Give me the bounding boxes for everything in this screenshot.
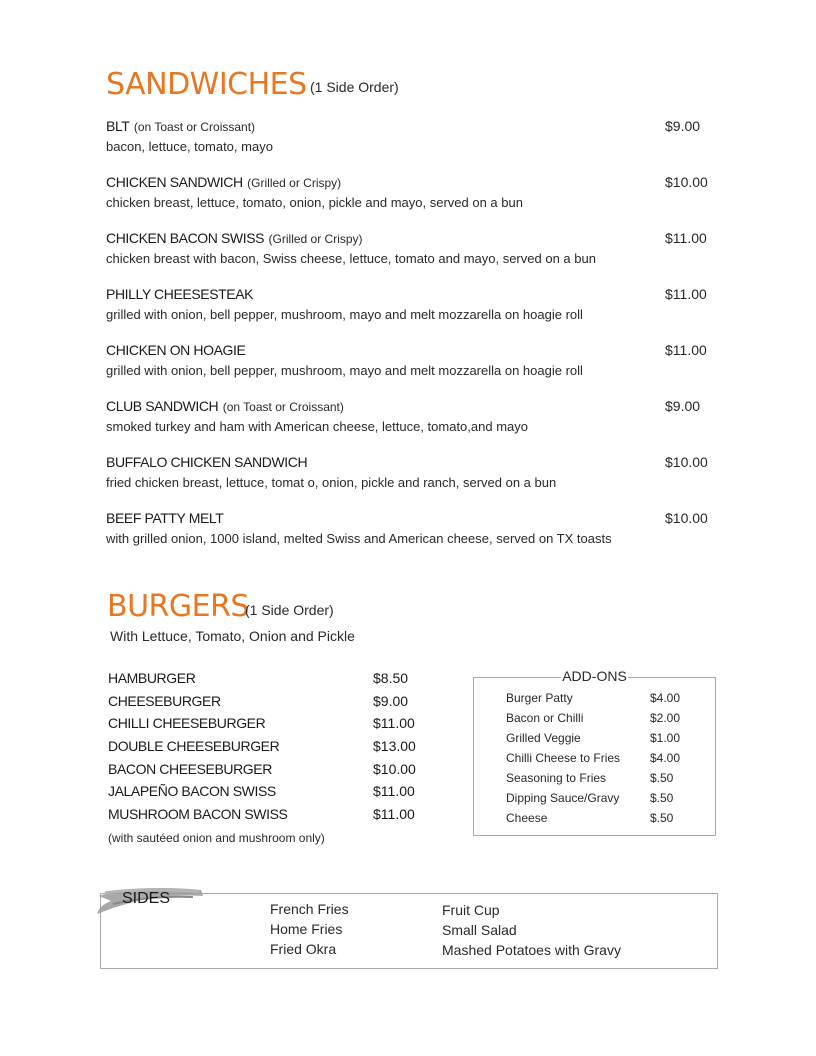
item-price: $9.00 (665, 398, 701, 414)
burger-footnote: (with sautéed onion and mushroom only) (108, 830, 325, 845)
burger-item (108, 738, 428, 761)
item-price: $11.00 (373, 783, 415, 800)
item-description: bacon, lettuce, tomato, mayo (106, 139, 273, 154)
burgers-title: BURGERS (107, 589, 249, 624)
item-price: $11.00 (373, 806, 415, 823)
side-item: Fruit Cup (442, 902, 500, 918)
item-price: $9.00 (665, 118, 701, 134)
menu-item (106, 118, 706, 154)
item-price: $10.00 (373, 760, 416, 777)
addon-item (506, 771, 706, 785)
side-item: Mashed Potatoes with Gravy (442, 942, 621, 958)
addon-item (506, 731, 706, 745)
item-qualifier: (Grilled or Crispy) (247, 176, 342, 190)
addon-item (506, 751, 706, 765)
item-name: CHILLI CHEESEBURGER (108, 715, 266, 732)
item-description: grilled with onion, bell pepper, mushroom, mayo and melt mozzarella on hoagie roll (106, 307, 583, 322)
item-price: $10.00 (665, 174, 708, 190)
item-price: $10.00 (665, 510, 708, 526)
item-description: with grilled onion, 1000 island, melted Swiss and American cheese, served on TX toasts (106, 531, 612, 546)
side-item: Small Salad (442, 922, 517, 938)
addon-item (506, 691, 706, 705)
menu-item (106, 342, 706, 378)
item-price: $11.00 (373, 715, 415, 732)
item-name: CHICKEN SANDWICH (106, 174, 243, 190)
burger-list (108, 670, 428, 845)
item-price: $11.00 (665, 342, 707, 358)
item-price: $9.00 (373, 692, 409, 709)
menu-item (106, 174, 706, 210)
item-description: smoked turkey and ham with American cheese, lettuce, tomato,and mayo (106, 419, 528, 434)
item-qualifier: (Grilled or Crispy) (268, 232, 363, 246)
addon-name: Burger Patty (506, 691, 573, 705)
side-item: French Fries (270, 901, 349, 917)
item-price: $13.00 (373, 738, 416, 755)
addon-price: $.50 (650, 771, 674, 785)
burger-item (108, 693, 428, 716)
addon-item (506, 711, 706, 725)
menu-item (106, 286, 706, 322)
item-description: chicken breast, lettuce, tomato, onion, pickle and mayo, served on a bun (106, 195, 523, 210)
addons-title (474, 668, 715, 684)
addon-item (506, 811, 706, 825)
menu-item (106, 454, 706, 490)
item-description: grilled with onion, bell pepper, mushroom, mayo and melt mozzarella on hoagie roll (106, 363, 583, 378)
sides-column-2 (442, 900, 621, 960)
sandwiches-title: SANDWICHES (106, 67, 307, 102)
item-name: BACON CHEESEBURGER (108, 760, 272, 777)
item-price: $10.00 (665, 454, 708, 470)
side-item: Fried Okra (270, 941, 337, 957)
addon-price: $4.00 (650, 751, 681, 765)
addon-name: Cheese (506, 811, 548, 825)
item-price: $11.00 (665, 230, 707, 246)
menu-item (106, 230, 706, 266)
item-name: MUSHROOM BACON SWISS (108, 806, 288, 823)
item-name: JALAPEÑO BACON SWISS (108, 783, 276, 800)
addon-price: $4.00 (650, 691, 681, 705)
addon-name: Chilli Cheese to Fries (506, 751, 621, 765)
item-price: $8.50 (373, 670, 409, 686)
item-name: BUFFALO CHICKEN SANDWICH (106, 454, 308, 470)
item-name: PHILLY CHEESESTEAK (106, 286, 254, 302)
item-name: BLT (106, 118, 130, 134)
burger-item (108, 783, 428, 806)
item-name: DOUBLE CHEESEBURGER (108, 738, 280, 755)
menu-item (106, 398, 706, 434)
sides-column-1 (270, 899, 349, 959)
addon-price: $.50 (650, 791, 674, 805)
side-item: Home Fries (270, 921, 343, 937)
item-description: chicken breast with bacon, Swiss cheese, lettuce, tomato and mayo, served on a bun (106, 251, 596, 266)
item-price: $11.00 (665, 286, 707, 302)
item-name: CHICKEN BACON SWISS (106, 230, 265, 246)
addon-name: Dipping Sauce/Gravy (506, 791, 620, 805)
addons-box (473, 668, 716, 836)
addon-name: Grilled Veggie (506, 731, 581, 745)
item-name: HAMBURGER (108, 670, 196, 686)
addon-name: Seasoning to Fries (506, 771, 607, 785)
burger-item (108, 761, 428, 784)
addons-title-text: ADD-ONS (562, 668, 627, 684)
addon-item (506, 791, 706, 805)
menu-item (106, 510, 706, 546)
sides-title: SIDES (122, 890, 171, 907)
addon-price: $2.00 (650, 711, 681, 725)
item-name: BEEF PATTY MELT (106, 510, 224, 526)
burger-item (108, 670, 428, 693)
item-qualifier: (on Toast or Croissant) (133, 120, 256, 134)
addon-name: Bacon or Chilli (506, 711, 584, 725)
addon-price: $1.00 (650, 731, 681, 745)
item-description: fried chicken breast, lettuce, tomat o, onion, pickle and ranch, served on a bun (106, 475, 557, 490)
burger-item (108, 715, 428, 738)
sandwiches-side-note: (1 Side Order) (310, 79, 399, 95)
item-name: CHICKEN ON HOAGIE (106, 342, 246, 358)
item-name: CHEESEBURGER (108, 692, 221, 709)
burger-item (108, 806, 428, 829)
item-qualifier: (on Toast or Croissant) (222, 400, 344, 414)
addon-price: $.50 (650, 811, 674, 825)
burgers-side-note: (1 Side Order) (245, 602, 334, 618)
burgers-subtitle: With Lettuce, Tomato, Onion and Pickle (110, 628, 355, 644)
item-name: CLUB SANDWICH (106, 398, 219, 414)
